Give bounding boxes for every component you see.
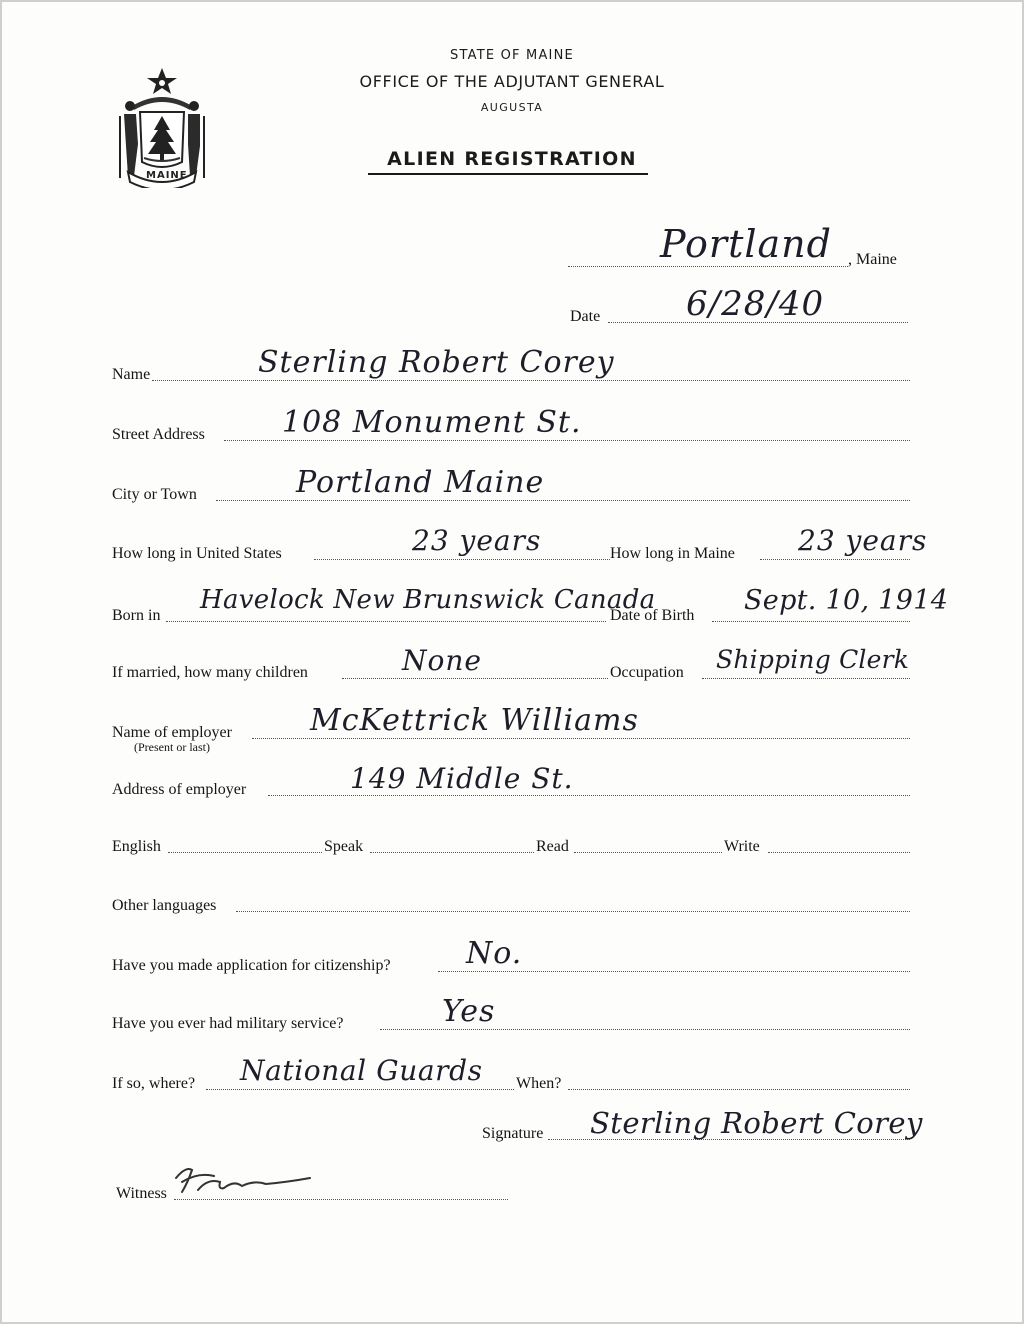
employer-note: (Present or last) bbox=[134, 740, 210, 754]
years-maine-value: 23 years bbox=[798, 524, 928, 557]
dob-label: Date of Birth bbox=[610, 607, 695, 624]
form-title: ALIEN REGISTRATION bbox=[387, 148, 637, 170]
other-languages-label: Other languages bbox=[112, 897, 217, 914]
when-line bbox=[568, 1089, 910, 1090]
write-label: Write bbox=[724, 838, 760, 855]
dob-line bbox=[712, 621, 910, 622]
where-line bbox=[206, 1089, 514, 1090]
children-line bbox=[342, 678, 608, 679]
when-label: When? bbox=[516, 1075, 562, 1092]
dob-value: Sept. 10, 1914 bbox=[744, 585, 949, 616]
name-label: Name bbox=[112, 366, 151, 383]
read-label: Read bbox=[536, 838, 569, 855]
witness-signature-mark bbox=[168, 1160, 318, 1207]
military-line bbox=[380, 1029, 910, 1030]
write-line bbox=[768, 852, 910, 853]
place-suffix-label: , Maine bbox=[848, 251, 897, 268]
children-label: If married, how many children bbox=[112, 664, 308, 681]
occupation-line bbox=[702, 678, 910, 679]
name-value: Sterling Robert Corey bbox=[258, 345, 615, 380]
military-label: Have you ever had military service? bbox=[112, 1015, 344, 1032]
date-label: Date bbox=[570, 308, 601, 325]
years-maine-label: How long in Maine bbox=[610, 545, 735, 562]
speak-line bbox=[370, 852, 534, 853]
date-value: 6/28/40 bbox=[686, 284, 825, 324]
signature-label: Signature bbox=[482, 1125, 544, 1142]
english-label: English bbox=[112, 838, 161, 855]
citizenship-value: No. bbox=[466, 936, 523, 971]
where-label: If so, where? bbox=[112, 1075, 196, 1092]
city-value: Portland Maine bbox=[296, 465, 545, 500]
occupation-label: Occupation bbox=[610, 664, 684, 681]
where-value: National Guards bbox=[240, 1054, 483, 1087]
city-heading: AUGUSTA bbox=[480, 101, 544, 114]
years-maine-line bbox=[760, 559, 910, 560]
employer-line bbox=[252, 738, 910, 739]
speak-label: Speak bbox=[324, 838, 364, 855]
witness-label: Witness bbox=[116, 1185, 167, 1202]
years-us-label: How long in United States bbox=[112, 545, 282, 562]
name-line bbox=[152, 380, 910, 381]
employer-address-value: 149 Middle St. bbox=[350, 762, 574, 795]
place-line bbox=[568, 266, 848, 267]
years-us-value: 23 years bbox=[412, 524, 542, 557]
years-us-line bbox=[314, 559, 610, 560]
employer-label: Name of employer bbox=[112, 724, 232, 741]
street-line bbox=[224, 440, 910, 441]
seal-text: MAINE bbox=[146, 170, 188, 181]
children-value: None bbox=[402, 644, 482, 677]
street-label: Street Address bbox=[112, 426, 205, 443]
citizenship-label: Have you made application for citizenship? bbox=[112, 957, 391, 974]
other-languages-line bbox=[236, 911, 910, 912]
english-line bbox=[168, 852, 322, 853]
title-underline bbox=[368, 173, 648, 175]
read-line bbox=[574, 852, 722, 853]
born-value: Havelock New Brunswick Canada bbox=[200, 585, 656, 615]
employer-address-label: Address of employer bbox=[112, 781, 247, 798]
citizenship-line bbox=[438, 971, 910, 972]
office-heading: OFFICE OF THE ADJUTANT GENERAL bbox=[359, 72, 665, 91]
occupation-value: Shipping Clerk bbox=[716, 645, 910, 674]
place-value: Portland bbox=[660, 222, 832, 266]
city-label: City or Town bbox=[112, 486, 197, 503]
born-label: Born in bbox=[112, 607, 161, 624]
born-line bbox=[166, 621, 606, 622]
city-line bbox=[216, 500, 910, 501]
street-value: 108 Monument St. bbox=[282, 405, 582, 440]
state-heading: STATE OF MAINE bbox=[450, 48, 574, 63]
signature-value: Sterling Robert Corey bbox=[590, 1106, 923, 1140]
employer-value: McKettrick Williams bbox=[310, 703, 639, 738]
employer-address-line bbox=[268, 795, 910, 796]
military-value: Yes bbox=[442, 994, 496, 1029]
